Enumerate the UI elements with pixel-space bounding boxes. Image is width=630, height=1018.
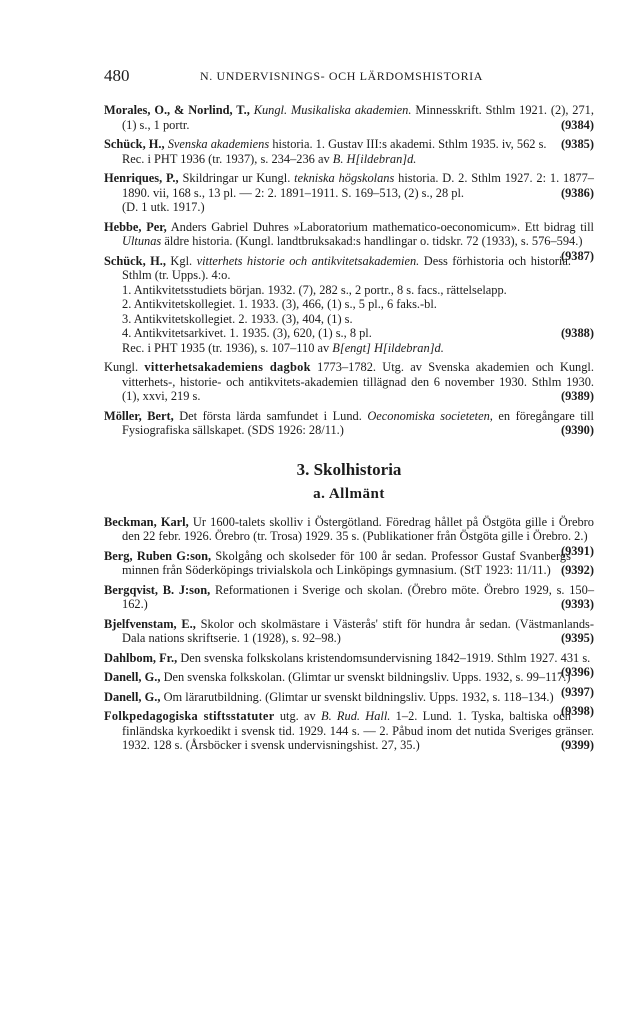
entry-number: (9388) [560,326,594,340]
bibliography [104,103,594,753]
bib-entry: Henriques, P., Skildringar ur Kungl. tekniska högskolans historia. D. 2. Sthlm 1927. 2: 1. 1877–1890. vii, 168 s., 13 pl. — 2: 2. 1891–1911. S. 169–513, (2) s., 28 pl. (9386) (D. 1 utk. 1917.) [104,171,594,214]
bib-entry: Bjelfvenstam, E., Skolor och skolmästare i Västerås' stift för hundra år sedan. (Västmanlands-Dala nations skriftserie. 1 (1928), s. 92–98.) (9395) [104,616,594,645]
bib-entry: Berg, Ruben G:son, Skolgång och skolseder för 100 år sedan. Professor Gustaf Svanbergs minnen från Söderköpings trivialskola och Linköpings gymnasium. (StT 1923: 11/11.) (9392) [104,548,594,577]
page-number: 480 [104,66,130,85]
bib-entry: Beckman, Karl, Ur 1600-talets skolliv i Östergötland. Föredrag hållet på Östgöta gille i Örebro den 22 febr. 1926. Örebro (tr. Trosa) 1929. 35 s. (Publikationer från Östgöta gille i Örebro. 2.) (9391) [104,514,594,558]
volume-part: 1. Antikvitetsstudiets början. 1932. (7), 282 s., 2 portr., 8 s. facs., rättelselapp. [122,282,507,297]
bib-entry: Danell, G., Den svenska folkskolan. (Glimtar ur svenskt bildningsliv. Upps. 1932, s. 99–117.) (9397) [104,670,594,699]
volume-part: 3. Antikvitetskollegiet. 2. 1933. (3), 404, (1) s. [122,311,353,326]
bib-entry: Hebbe, Per, Anders Gabriel Duhres »Laboratorium mathematico-oeconomicum». Ett bidrag till Ultunas äldre historia. (Kungl. landtbruksakad:s handlingar o. tidskr. 72 (1933), s. 576–594.) (9387) [104,219,594,263]
entry-number: (9391) [560,543,594,558]
bib-entry: Morales, O., & Norlind, T., Kungl. Musikaliska akademien. Minnesskrift. Sthlm 1921. (2), 271, (1) s., 1 portr. (9384) [104,103,594,132]
entry-number: (9393) [560,597,594,611]
entry-note: (D. 1 utk. 1917.) [122,200,205,214]
entry-number: (9396) [560,665,594,679]
entry-number: (9390) [560,423,594,437]
section-heading: 3. Skolhistoria [296,459,402,479]
subsection-heading: a. Allmänt [313,485,385,502]
bib-entry: Möller, Bert, Det första lärda samfundet i Lund. Oeconomiska societeten, en föregångare till Fysiografiska sällskapet. (SDS 1926: 28/11.) (9390) [104,408,594,437]
entry-number: (9397) [560,684,594,699]
review-note: Rec. i PHT 1936 (tr. 1937), s. 234–236 av [122,151,330,166]
page-header [104,66,594,90]
entry-number: (9395) [560,631,594,645]
entry-number: (9386) [560,185,594,200]
bib-entry: Folkpedagogiska stiftsstatuter utg. av B. Rud. Hall. 1–2. Lund. 1. Tyska, baltiska och finländska kyrkoedikt i svensk tid. 1929. 144 s. — 2. Påbud inom det nutida Sveriges gränser. 1932. 128 s. (Årsböcker i svensk undervisningshist. 27, 35.) (9399) [104,709,594,752]
volume-part: 4. Antikvitetsarkivet. 1. 1935. (3), 620, (1) s., 8 pl. [122,326,372,340]
bib-entry: Danell, G., Om lärarutbildning. (Glimtar ur svenskt bildningsliv. Upps. 1932, s. 118–134.) (9398) [104,689,594,718]
bib-entry: Dahlbom, Fr., Den svenska folkskolans kristendomsundervisning 1842–1919. Sthlm 1927. 431 s. (9396) [104,650,594,679]
entry-number: (9399) [560,738,594,752]
entry-number: (9384) [560,117,594,132]
entry-number: (9387) [560,248,594,263]
running-title: N. UNDERVISNINGS- OCH LÄRDOMSHISTORIA [200,69,484,83]
bib-entry: Bergqvist, B. J:son, Reformationen i Sverige och skolan. (Örebro möte. Örebro 1929, s. 150–162.) (9393) [104,582,595,611]
volume-part: 2. Antikvitetskollegiet. 1. 1933. (3), 466, (1) s., 5 pl., 6 faks.-bl. [122,297,437,311]
bib-entry: Schück, H., Svenska akademiens historia. 1. Gustav III:s akademi. Sthlm 1935. iv, 562 s. (9385) Rec. i PHT 1936 (tr. 1937), s. 234–236 av B. H[ildebran]d. [104,137,594,166]
entry-number: (9392) [560,563,594,577]
entry-number: (9398) [560,704,594,718]
review-note: Rec. i PHT 1935 (tr. 1936), s. 107–110 av [122,340,330,355]
bib-entry: Kungl. vitterhetsakademiens dagbok 1773–1782. Utg. av Svenska akademien och Kungl. vitterhets-, historie- och antikvitets-akademien tillägnad den 6 november 1930. Sthlm 1930. (1), xxvi, 219 s. (9389) [104,360,594,403]
entry-number: (9385) [560,137,594,151]
bib-entry: Schück, H., Kgl. vitterhets historie och antikvitetsakademien. Dess förhistoria och historia. Sthlm (tr. Upps.). 4:o. 1. Antikvitetsstudiets början. 1932. (7), 282 s., 2 portr., 8 s. facs., rättelselapp. 2. Antikvitetskollegiet. 1. 1933. (3), 466, (1) s., 5 pl., 6 faks.-bl. 3. Antikvitetskollegiet. 2. 1933. (3), 404, (1) s. (9388) 4. Antikvitetsarkivet. 1. 1935. (3), 620, (1) s., 8 pl. Rec. i PHT 1935 (tr. 1936), s. 107–110 av B[engt] H[ildebran]d. [104,253,594,355]
entry-number: (9389) [560,389,594,403]
book-page [104,66,594,758]
